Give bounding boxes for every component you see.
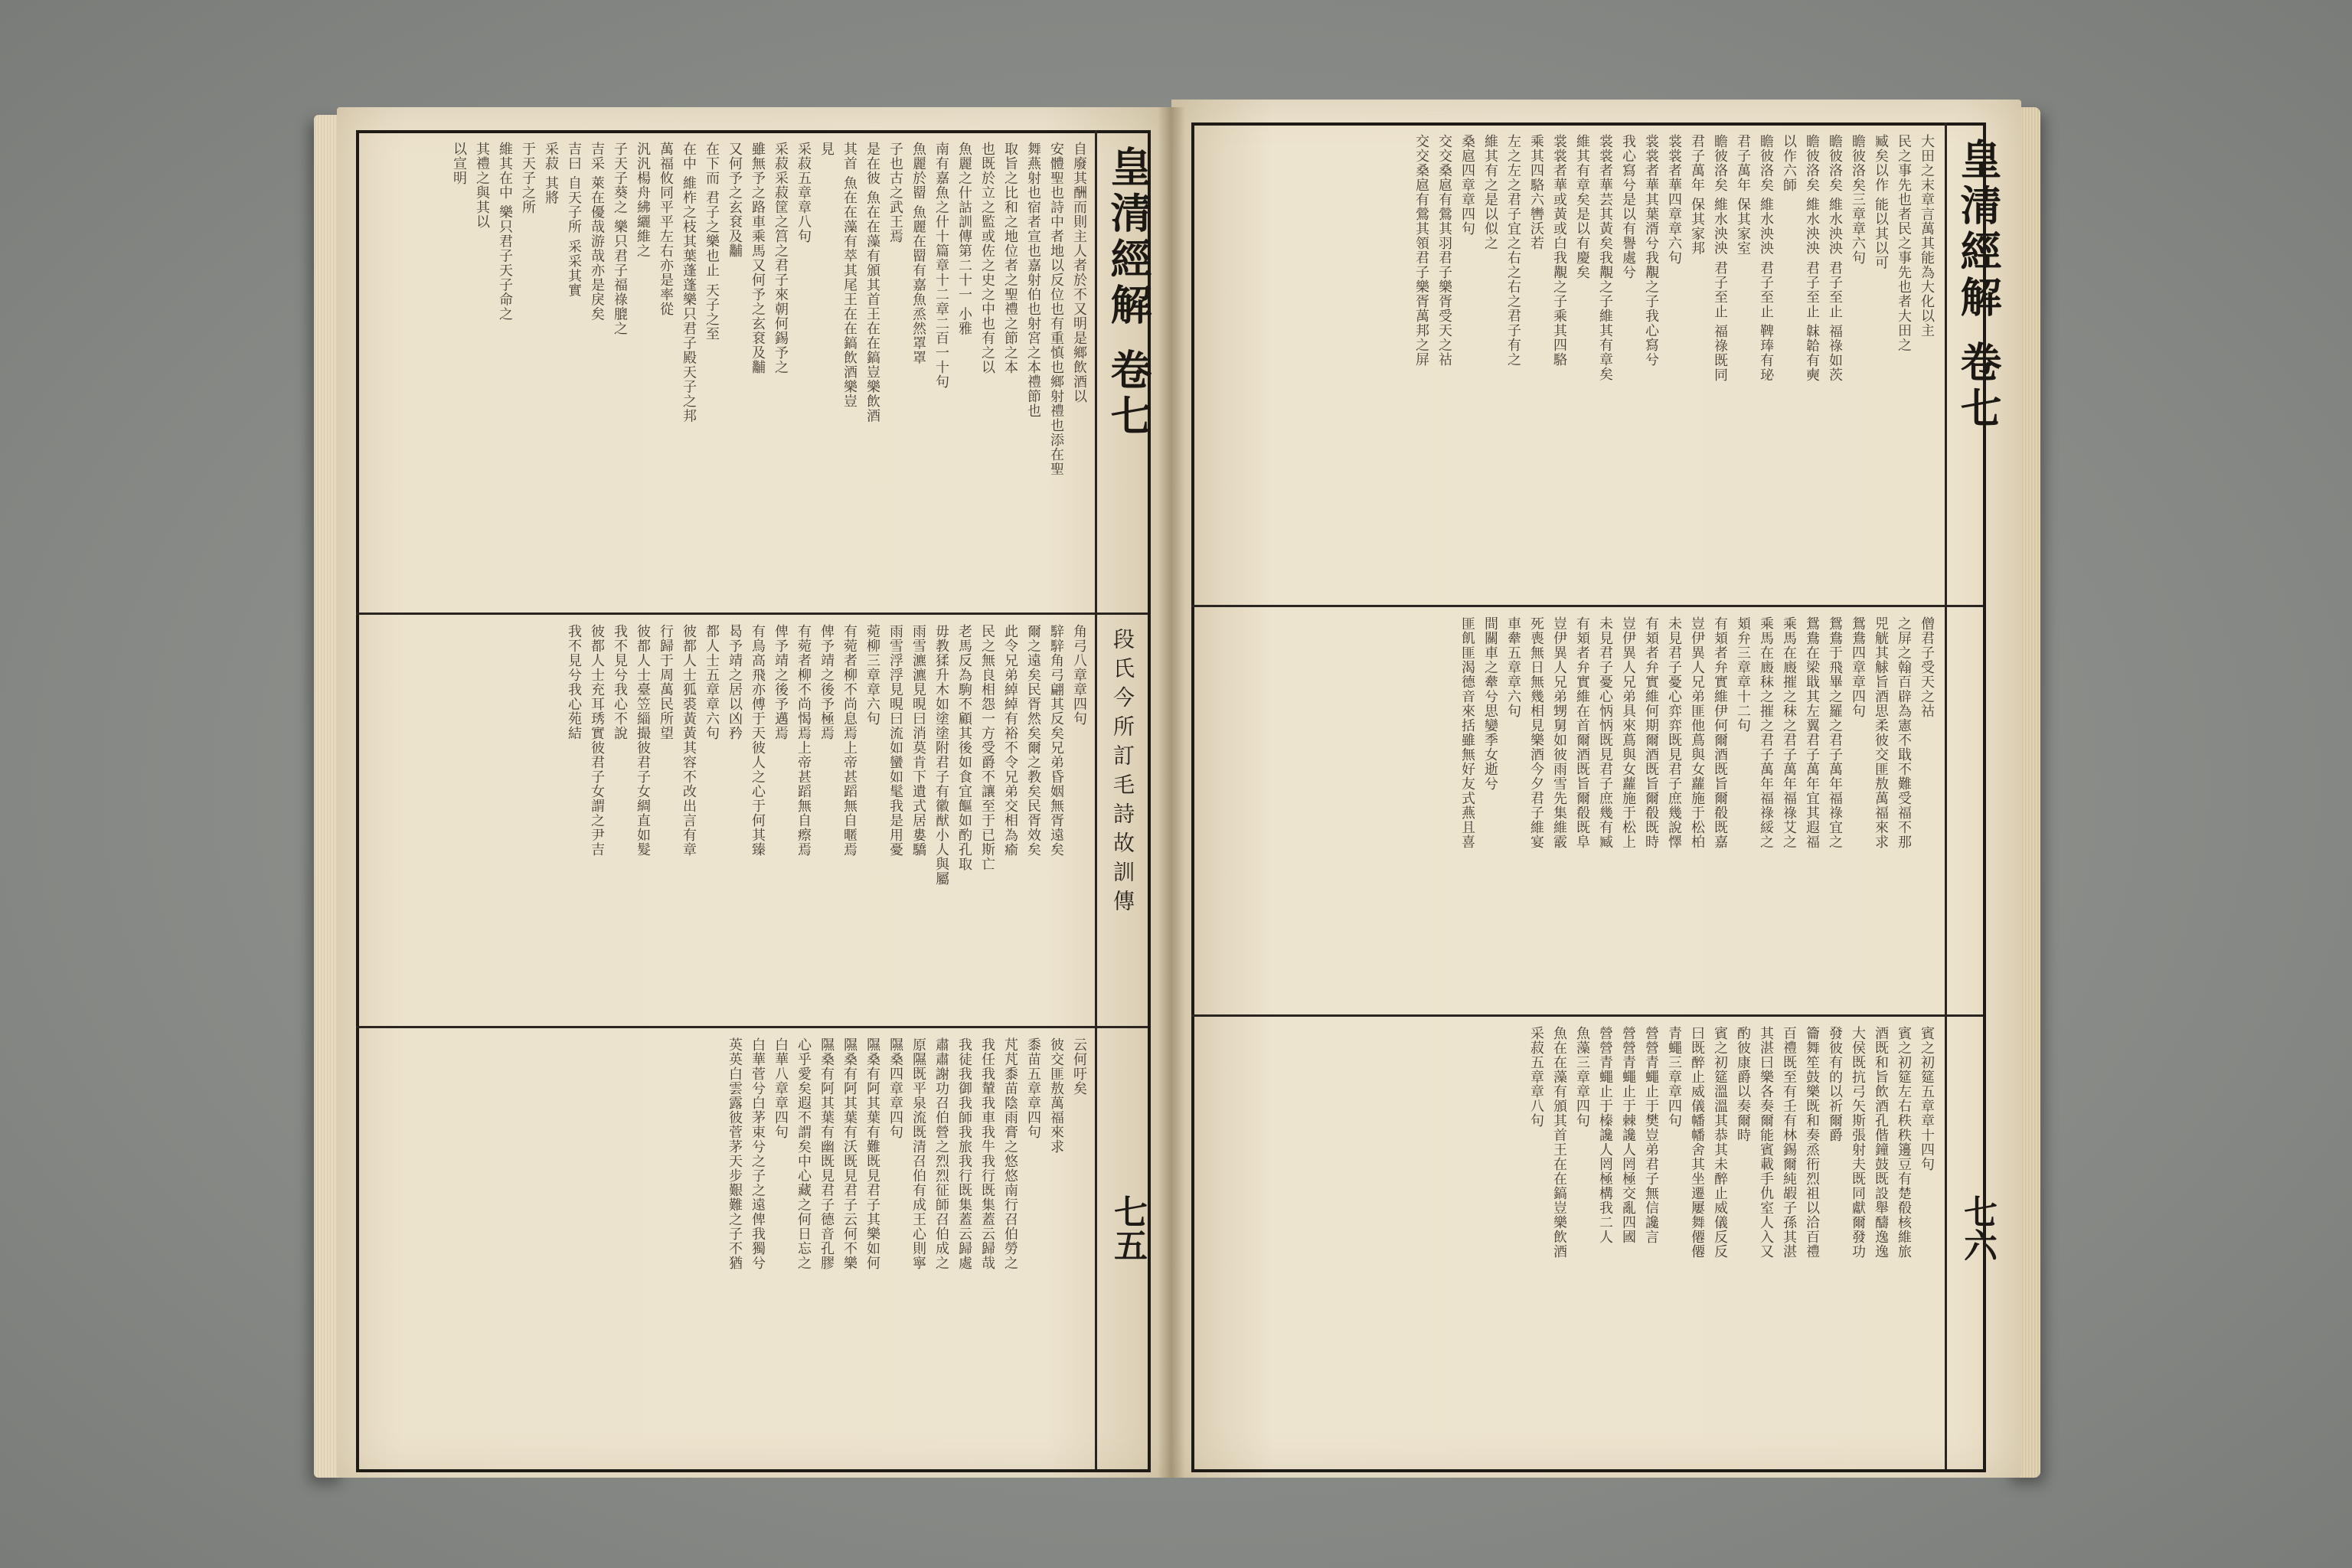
text-column: 裳裳者華芸其黃矣我覯之子維其有章矣 xyxy=(1597,134,1613,381)
text-column: 頍弁三章章十二句 xyxy=(1735,616,1751,733)
text-column: 雨雪浮浮見晛曰流如蠻如髦我是用憂 xyxy=(887,624,903,857)
text-column: 也既於立之監或佐之史之中也有之以 xyxy=(979,142,995,374)
book-gutter xyxy=(1158,107,1185,1478)
text-column: 賓之初筵五章章十四句 xyxy=(1919,1026,1935,1171)
text-column: 君子萬年 保其家邦 xyxy=(1689,134,1705,256)
text-column: 萬福攸同平平左右亦是率從 xyxy=(658,142,674,316)
text-column: 交交桑扈有鶯其羽君子樂胥受天之祜 xyxy=(1436,134,1452,367)
text-column: 汎汎楊舟紼纚維之 xyxy=(635,142,651,258)
text-column: 英英白雲露彼菅茅天步艱難之子不猶 xyxy=(727,1037,743,1270)
text-column: 之屏之翰百辟為憲不戢不難受福不那 xyxy=(1896,616,1912,849)
text-column: 裳裳者華四章章六句 xyxy=(1666,134,1682,265)
text-column: 豈伊異人兄弟甥舅如彼雨雪先集維霰 xyxy=(1551,616,1567,849)
text-column: 彼交匪敖萬福來求 xyxy=(1048,1037,1064,1154)
text-column: 我徒我御我師我旅我行既集蓋云歸處 xyxy=(956,1037,972,1270)
text-column: 僧君子受天之祜 xyxy=(1919,616,1935,718)
text-column: 未見君子憂心怲怲既見君子庶幾有臧 xyxy=(1597,616,1613,849)
right-middle-text-block xyxy=(1204,616,1935,1007)
text-column: 行歸于周萬民所望 xyxy=(658,624,674,740)
text-column: 瞻彼洛矣 維水泱泱 君子至止 韎韐有奭 xyxy=(1804,134,1820,383)
text-column: 俾予靖之後予邁焉 xyxy=(773,624,789,740)
text-column: 魚藻三章章四句 xyxy=(1574,1026,1590,1128)
text-column: 百禮既至有壬有林錫爾純嘏子孫其湛 xyxy=(1781,1026,1797,1259)
text-column: 左之左之君子宜之右之右之君子有之 xyxy=(1505,134,1521,367)
text-column: 鴛鴦四章章四句 xyxy=(1850,616,1866,718)
text-column: 吉曰 自天子所 采采其實 xyxy=(566,142,582,298)
text-column: 此令兄弟綽綽有裕不令兄弟交相為瘉 xyxy=(1002,624,1018,857)
text-column: 都人士五章章六句 xyxy=(704,624,720,740)
text-column: 有頍者弁實維在首爾酒既旨爾殽既阜 xyxy=(1574,616,1590,849)
text-column: 黍苗五章章四句 xyxy=(1025,1037,1041,1139)
text-column: 彼都人士充耳琇實彼君子女謂之尹吉 xyxy=(589,624,605,857)
text-column: 車舝五章章六句 xyxy=(1505,616,1521,718)
text-column: 雨雪瀌瀌見晛曰消莫肯下遺式居婁驕 xyxy=(910,624,926,857)
text-column: 交交桑扈有鶯其領君子樂胥萬邦之屏 xyxy=(1413,134,1429,367)
text-column: 南有嘉魚之什十篇章十二章二百一十句 xyxy=(933,142,949,389)
text-column: 我不見兮我心不說 xyxy=(612,624,628,740)
text-column: 未見君子憂心弈弈既見君子庶幾說懌 xyxy=(1666,616,1682,849)
text-column: 桑扈四章章四句 xyxy=(1459,134,1475,236)
text-column: 我任我輦我車我牛我行既集蓋云歸哉 xyxy=(979,1037,995,1270)
text-column: 子也古之武王焉 xyxy=(887,142,903,243)
text-column: 民之無良相怨一方受爵不讓至于已斯亡 xyxy=(979,624,995,871)
text-column: 瞻彼洛矣 維水泱泱 君子至止 福祿既同 xyxy=(1712,134,1728,383)
text-column: 隰桑有阿其葉有難既見君子其樂如何 xyxy=(864,1037,880,1270)
left-upper-text-block xyxy=(368,142,1087,605)
text-column: 老馬反為駒不顧其後如食宜饇如酌孔取 xyxy=(956,624,972,871)
text-column: 采菽五章章八句 xyxy=(795,142,812,243)
right-upper-text-block xyxy=(1204,134,1935,597)
text-column: 芃芃黍苗陰雨膏之悠悠南行召伯勞之 xyxy=(1002,1037,1018,1270)
text-column: 彼都人士臺笠緇撮彼君子女綢直如髮 xyxy=(635,624,651,857)
text-column: 有菀者柳不尚息焉上帝甚蹈無自暱焉 xyxy=(841,624,858,857)
text-column: 營營青蠅止于榛讒人罔極構我二人 xyxy=(1597,1026,1613,1244)
left-middle-text-block xyxy=(368,624,1087,1018)
text-column: 籥舞笙鼓樂既和奏烝衎烈祖以洽百禮 xyxy=(1804,1026,1820,1259)
right-running-head: 皇清經解 卷七 xyxy=(1954,138,2003,433)
text-column: 死喪無日無幾相見樂酒今夕君子維宴 xyxy=(1528,616,1544,849)
text-column: 其禮之與其以 xyxy=(474,142,490,229)
left-head-column-rule xyxy=(1095,130,1097,1469)
text-column: 又何予之玄袞及黼 xyxy=(727,142,743,258)
text-column: 以作六師 xyxy=(1781,134,1797,192)
text-column: 在下而 君子之樂也止 天子之至 xyxy=(704,142,720,341)
text-column: 彼都人士狐裘黃黃其容不改出言有章 xyxy=(681,624,697,857)
right-page-number: 七六 xyxy=(1958,1194,1997,1262)
text-column: 鴛鴦在梁戢其左翼君子萬年宜其遐福 xyxy=(1804,616,1820,849)
text-column: 其湛曰樂各奏爾能賓載手仇室人入又 xyxy=(1758,1026,1774,1259)
text-column: 君子萬年 保其家室 xyxy=(1735,134,1751,256)
text-column: 民之事先也者民之事先也者大田之 xyxy=(1896,134,1912,352)
text-column: 云何吁矣 xyxy=(1071,1037,1087,1096)
text-column: 匪飢匪渴德音來括雖無好友式燕且喜 xyxy=(1459,616,1475,849)
text-column: 在中 維柞之枝其葉蓬蓬樂只君子殿天子之邦 xyxy=(681,142,697,423)
text-column: 有鳥高飛亦傅于天彼人之心于何其臻 xyxy=(750,624,766,857)
text-column: 大侯既抗弓矢斯張射夫既同獻爾發功 xyxy=(1850,1026,1866,1259)
text-column: 俾予靖之後予極焉 xyxy=(818,624,835,740)
text-column: 爾之遠矣民胥然矣爾之教矣民胥效矣 xyxy=(1025,624,1041,857)
text-column: 青蠅三章章四句 xyxy=(1666,1026,1682,1128)
right-section-rule-1 xyxy=(1191,605,1983,607)
text-column: 舞燕射也宿者宣也嘉射伯也射宮之本禮節也 xyxy=(1025,142,1041,418)
text-column: 維其在中 樂只君子天子命之 xyxy=(497,142,513,322)
text-column: 有頍者弁實維何期爾酒既旨爾殽既時 xyxy=(1643,616,1659,849)
left-page-number: 七五 xyxy=(1108,1194,1147,1262)
text-column: 曷予靖之居以凶矜 xyxy=(727,624,743,740)
left-running-head: 皇清經解 卷七 xyxy=(1104,145,1153,440)
text-column: 瞻彼洛矣 維水泱泱 君子至止 福祿如茨 xyxy=(1827,134,1843,383)
text-column: 角弓八章章四句 xyxy=(1071,624,1087,726)
text-column: 有菀者柳不尚愒焉上帝甚蹈無自瘵焉 xyxy=(795,624,812,857)
text-column: 酌彼康爵以奏爾時 xyxy=(1735,1026,1751,1142)
text-column: 裳裳者華或黃或白我覯之子乘其四駱 xyxy=(1551,134,1567,367)
text-column: 以宣明 xyxy=(451,142,467,185)
text-column: 發彼有的以祈爾爵 xyxy=(1827,1026,1843,1142)
text-column: 是在彼 魚在在藻有頒其首王在在鎬豈樂飲酒 xyxy=(864,142,880,423)
text-column: 我心寫兮是以有譽處兮 xyxy=(1620,134,1636,279)
text-column: 豈伊異人兄弟具來蔦與女蘿施于松上 xyxy=(1620,616,1636,849)
text-column: 乘馬在廄秣之摧之君子萬年福祿綏之 xyxy=(1758,616,1774,849)
text-column: 白華八章章四句 xyxy=(773,1037,789,1139)
text-column: 營營青蠅止于樊豈弟君子無信讒言 xyxy=(1643,1026,1659,1244)
right-section-rule-2 xyxy=(1191,1014,1983,1017)
text-column: 于天子之所 xyxy=(520,142,536,214)
text-column: 采菽五章章八句 xyxy=(1528,1026,1544,1128)
text-column: 維其有章矣是以有慶矣 xyxy=(1574,134,1590,279)
text-column: 自廢其酬而則主人者於不又明是鄉飲酒以 xyxy=(1071,142,1087,403)
text-column: 曰既醉止威儀幡幡舍其坐遷屢舞僊僊 xyxy=(1689,1026,1705,1259)
text-column: 瞻彼洛矣三章章六句 xyxy=(1850,134,1866,265)
text-column: 瞻彼洛矣 維水泱泱 君子至止 鞞琫有珌 xyxy=(1758,134,1774,383)
text-column: 見 xyxy=(818,142,835,156)
text-column: 我不見兮我心苑結 xyxy=(566,624,582,740)
text-column: 豈伊異人兄弟匪他蔦與女蘿施于松柏 xyxy=(1689,616,1705,849)
text-column: 酒既和旨飲酒孔偕鐘鼓既設舉醻逸逸 xyxy=(1873,1026,1889,1259)
text-column: 安體聖也詩中者地以反位也有重慎也鄉射禮也添在聖 xyxy=(1048,142,1064,476)
text-column: 兕觥其觩旨酒思柔彼交匪敖萬福來求 xyxy=(1873,616,1889,849)
text-column: 有頍者弁實維伊何爾酒既旨爾殽既嘉 xyxy=(1712,616,1728,849)
text-column: 裳裳者華其葉湑兮我覯之子我心寫兮 xyxy=(1643,134,1659,367)
text-column: 營營青蠅止于棘讒人罔極交亂四國 xyxy=(1620,1026,1636,1244)
left-section-rule-2 xyxy=(356,1026,1148,1028)
text-column: 賓之初筵溫溫其恭其未醉止威儀反反 xyxy=(1712,1026,1728,1259)
text-column: 菀柳三章章六句 xyxy=(864,624,880,726)
left-bottom-note: 段氏今所訂毛詩故訓傳 xyxy=(1110,628,1135,919)
right-lower-text-block xyxy=(1204,1026,1935,1459)
left-section-rule-1 xyxy=(356,612,1148,615)
text-column: 魚在在藻有頒其首王在在鎬豈樂飲酒 xyxy=(1551,1026,1567,1259)
text-column: 肅肅謝功召伯營之烈烈征師召伯成之 xyxy=(933,1037,949,1270)
text-column: 雖無予之路車乘馬又何予之玄袞及黼 xyxy=(750,142,766,374)
text-column: 吉采 萊在優哉游哉亦是戾矣 xyxy=(589,142,605,322)
text-column: 隰桑有阿其葉有幽既見君子德音孔膠 xyxy=(818,1037,835,1270)
text-column: 毋教猱升木如塗塗附君子有徽猷小人與屬 xyxy=(933,624,949,886)
text-column: 魚麗之什詁訓傳第二十一 小雅 xyxy=(956,142,972,336)
text-column: 白華菅兮白茅束兮之子之遠俾我獨兮 xyxy=(750,1037,766,1270)
text-column: 子天子葵之 樂只君子福祿膍之 xyxy=(612,142,628,336)
text-column: 維其有之是以似之 xyxy=(1482,134,1498,250)
text-column: 魚麗於罶 魚麗在罶有嘉魚烝然罩罩 xyxy=(910,142,926,365)
text-column: 原隰既平泉流既清召伯有成王心則寧 xyxy=(910,1037,926,1270)
text-column: 鴛鴦于飛畢之羅之君子萬年福祿宜之 xyxy=(1827,616,1843,849)
text-column: 乘其四駱六轡沃若 xyxy=(1528,134,1544,250)
text-column: 取旨之比和之地位者之聖禮之節之本 xyxy=(1002,142,1018,374)
left-lower-text-block xyxy=(368,1037,1087,1459)
text-column: 隰桑有阿其葉有沃既見君子云何不樂 xyxy=(841,1037,858,1270)
text-column: 隰桑四章章四句 xyxy=(887,1037,903,1139)
text-column: 賓之初筵左右秩秩籩豆有楚殽核維旅 xyxy=(1896,1026,1912,1259)
right-head-column-rule xyxy=(1945,122,1947,1469)
text-column: 大田之末章言萬其能為大化以主 xyxy=(1919,134,1935,338)
text-column: 采菽 其將 xyxy=(543,142,559,205)
text-column: 騂騂角弓翩其反矣兄弟昏姻無胥遠矣 xyxy=(1048,624,1064,857)
text-column: 間關車之舝兮思孌季女逝兮 xyxy=(1482,616,1498,791)
text-column: 采菽采菽筐之筥之君子來朝何錫予之 xyxy=(773,142,789,374)
text-column: 臧矣以作 能以其以可 xyxy=(1873,134,1889,270)
text-column: 其首 魚在在藻有萃其尾王在在鎬飲酒樂豈 xyxy=(841,142,858,409)
text-column: 乘馬在廄摧之秣之君子萬年福祿艾之 xyxy=(1781,616,1797,849)
text-column: 心乎愛矣遐不謂矣中心藏之何日忘之 xyxy=(795,1037,812,1270)
